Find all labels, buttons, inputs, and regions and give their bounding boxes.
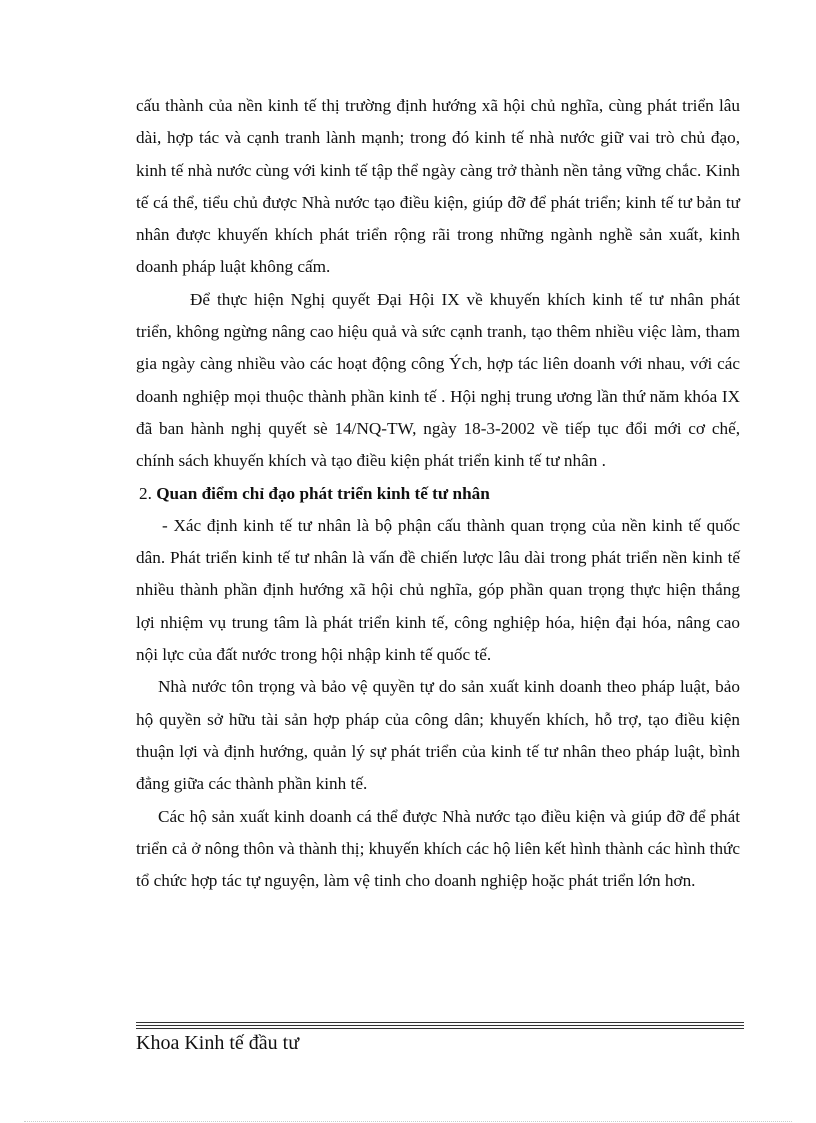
section-number: 2. <box>139 483 152 503</box>
footer-divider <box>136 1022 744 1029</box>
paragraph-1: cấu thành của nền kinh tế thị trường định hướng xã hội chủ nghĩa, cùng phát triển lâu dài, hợp tác và cạnh tranh lành mạnh; trong đó kinh tế nhà nước giữ vai trò chủ đạo, kinh tế nhà nước cùng với kinh tế tập thể ngày càng trở thành nền tảng vững chắc. Kinh tế cá thể, tiểu chủ được Nhà nước tạo điều kiện, giúp đỡ để phát triển; kinh tế tư bản tư nhân được khuyến khích phát triển rộng rãi trong những ngành nghề sản xuất, kinh doanh pháp luật không cấm. <box>136 96 740 277</box>
paragraph-4: Nhà nước tôn trọng và bảo vệ quyền tự do sản xuất kinh doanh theo pháp luật, bảo hộ quyền sở hữu tài sản hợp pháp của công dân; khuyến khích, hỗ trợ, tạo điều kiện thuận lợi và định hướng, quản lý sự phát triển của kinh tế tư nhân theo pháp luật, bình đẳng giữa các thành phần kinh tế. <box>136 677 740 794</box>
footer-label: Khoa Kinh tế đầu tư <box>136 1032 300 1054</box>
section-heading <box>136 478 740 510</box>
section-title: Quan điểm chỉ đạo phát triển kinh tế tư nhân <box>156 483 490 503</box>
paragraph-2: Để thực hiện Nghị quyết Đại Hội IX về khuyến khích kinh tế tư nhân phát triển, không ngừng nâng cao hiệu quả và sức cạnh tranh, tạo thêm nhiều việc làm, tham gia ngày càng nhiều vào các hoạt động công Ých, hợp tác liên doanh với nhau, với các doanh nghiệp mọi thuộc thành phần kinh tế . Hội nghị trung ương lần thứ năm khóa IX đã ban hành nghị quyết sè 14/NQ-TW, ngày 18-3-2002 về tiếp tục đổi mới cơ chế, chính sách khuyến khích và tạo điều kiện phát triển kinh tế tư nhân . <box>136 289 740 471</box>
paragraph-5: Các hộ sản xuất kinh doanh cá thể được Nhà nước tạo điều kiện và giúp đỡ để phát triển cả ở nông thôn và thành thị; khuyến khích các hộ liên kết hình thành các hình thức tổ chức hợp tác tự nguyện, làm vệ tinh cho doanh nghiệp hoặc phát triển lớn hơn. <box>136 806 740 891</box>
paragraph-3: - Xác định kinh tế tư nhân là bộ phận cấu thành quan trọng của nền kinh tế quốc dân. Phát triển kinh tế tư nhân là vấn đề chiến lược lâu dài trong phát triển nền kinh tế nhiều thành phần định hướng xã hội chủ nghĩa, góp phần quan trọng thực hiện thắng lợi nhiệm vụ trung tâm là phát triển kinh tế, công nghiệp hóa, hiện đại hóa, nâng cao nội lực của đất nước trong hội nhập kinh tế quốc tế. <box>136 515 740 665</box>
page-boundary <box>24 1121 792 1122</box>
document-body <box>136 90 740 897</box>
